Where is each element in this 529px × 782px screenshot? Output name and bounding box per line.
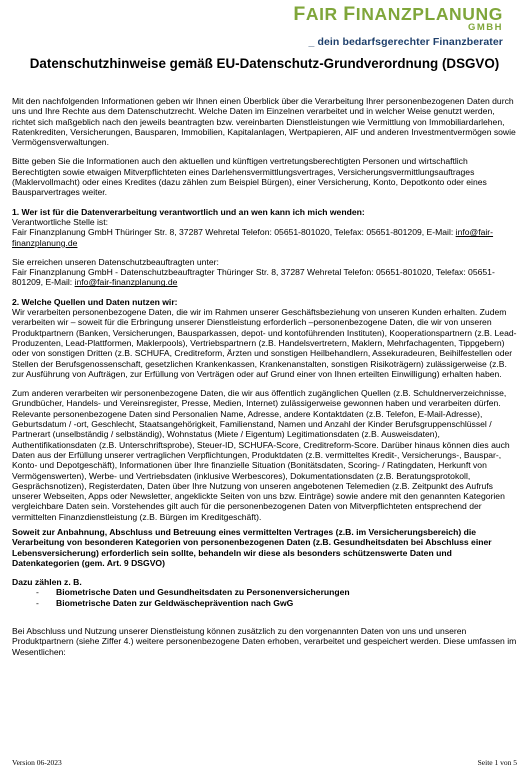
examples-list [12,577,517,608]
section-paragraph: Wir verarbeiten personenbezogene Daten, die wir im Rahmen unserer Geschäftsbeziehung von unseren Kunden erhalten. Zudem verarbeiten wir – soweit für die Erbringung unserer Dienstleistung erforderlich –personenbezogene Daten, die wir von unseren Produktpartnern (Banken, Versicherungen, Bausparkassen, depot- und kontoführenden Instituten), Kooperationspartnern (z.B. Lead-Produzenten, Lead-Plattformen, Maklerpools), Vertriebspartnern (z.B. Handelsvertretern, Maklern, Mehrfachagenten, Tippgebern) oder von sonstigen Dritten (z.B. SCHUFA, Creditreform, Ärzten und sonstigen Heilbehandlern, Assekuradeuren, Beihilfestellen oder Stellen der Berufsgenossenschaft, gesetzlichen Krankenkassen, Krankenanstalten, sonstigen Risikoträgern) zulässigerweise (z.B. zur Ausführung von Aufträgen, zur Erfüllung von Verträgen oder auf Grund einer von Ihnen erteilten Einwilligung) erhalten haben. [12,307,517,379]
list-item [36,587,517,597]
intro-paragraph: Mit den nachfolgenden Informationen geben wir Ihnen einen Überblick über die Verarbeitung Ihrer personenbezogenen Daten durch uns und Ihre Rechte aus dem Datenschutzrecht. Welche Daten im Einzelnen verarbeitet und in welcher Weise genutzt werden, richtet sich maßgeblich nach den jeweils beantragten bzw. vereinbarten Dienstleistungen wie Vermittlung von Immobiliardarlehen, Ratenkrediten, Versicherungen, Bausparen, Immobilien, Kapitalanlagen, Wertpapieren, AIF und anderen Investmentvermögen sowie Vermögensverwaltungen. [12,96,516,148]
dash-bullet: - [36,587,39,598]
dpo-address: Fair Finanzplanung GmbH - Datenschutzbeauftragter Thüringer Str. 8, 37287 Wehretal Telefon: 05651-801020, Telefax: 05651-801209, E-Mail: [12,267,495,288]
logo-letter: F [343,3,356,25]
page-number: Seite 1 von 5 [477,758,517,767]
responsible-label: Verantwortliche Stelle ist: [12,216,109,227]
bold-text: Soweit zur Anbahnung, Abschluss und Betreuung eines vermittelten Vertrages (z.B. im Versicherungsbereich) die Verarbeitung von besonderen Kategorien von personenbezogenen Daten (z.B. Gesundheitsdaten bei Abschluss einer Lebensversicherung) erforderlich sein sollte, behandeln wir diese als besonders schützenswerte Daten und Datenkategorien (gem. Art. 9 DSGVO) [12,526,492,568]
list-item-text: Biometrische Daten und Gesundheitsdaten zu Personenversicherungen [56,587,350,598]
logo-wordmark [293,5,503,23]
logo-letter: F [293,3,306,25]
dpo-email-link[interactable]: info@fair-finanzplanung.de [74,277,178,288]
logo-text: AIR [305,4,338,24]
section-heading: 2. Welche Quellen und Daten nutzen wir: [12,296,178,307]
list-heading: Dazu zählen z. B. [12,577,82,588]
logo-suffix: GMBH [467,22,503,33]
document-title: Datenschutzhinweise gemäß EU-Datenschutz-Grundverordnung (DSGVO) [29,56,500,71]
dash-bullet: - [36,597,39,608]
logo-tagline: _ dein bedarfsgerechter Finanzberater [308,36,503,48]
version-label: Version 06-2023 [12,758,62,767]
list-item-text: Biometrische Daten zur Geldwäscheprävention nach GwG [56,597,294,608]
section-paragraph [12,388,517,522]
dpo-contact [12,257,517,288]
section-text: Zum anderen verarbeiten wir personenbezogene Daten, die wir aus öffentlich zugänglichen Quellen (z.B. Schuldnerverzeichnisse, Grundbücher, Handels- und Vereinsregister, Presse, Medien, Internet) zulässigerweise gewonnen haben und verarbeiten dürfen. [12,388,507,409]
company-logo [293,5,503,48]
responsible-email-link[interactable]: info@fair-finanzplanung.de [12,227,494,248]
document-body [12,96,517,666]
logo-text: INANZPLANUNG [355,4,503,24]
list-item [36,598,517,608]
section-paragraph: Bei Abschluss und Nutzung unserer Dienstleistung können zusätzlich zu den vorgenannten Daten von uns und unseren Produktpartnern (siehe Ziffer 4.) weitere personenbezogene Daten erhoben, verarbeitet und gespeichert werden. Diese umfassen im Wesentlichen: [12,626,517,657]
dpo-label: Sie erreichen unseren Datenschutzbeauftragten unter: [12,256,219,267]
page-footer [12,758,517,767]
section-2 [12,297,517,379]
intro-paragraph: Bitte geben Sie die Informationen auch den aktuellen und künftigen vertretungsberechtigten Personen und wirtschaftlich Berechtigten sowie etwaigen Mitverpflichteten eines Darlehensvermittlungsvertrages, Versicherungsvermittlungsauftrages (Maklervollmacht) oder eines Kredites (dazu zählen zum Beispiel Bürgen), einer Versicherung, Konto, Depotkonto oder eines Bausparvertrages weiter. [12,156,487,198]
special-categories-paragraph [12,527,517,568]
responsible-address: Fair Finanzplanung GmbH Thüringer Str. 8, 37287 Wehretal Telefon: 05651-801020, Telefax: 05651-801209, E-Mail: [12,227,454,238]
section-heading: 1. Wer ist für die Datenverarbeitung verantwortlich und an wen kann ich mich wenden: [12,206,365,217]
section-text: Relevante personenbezogene Daten sind Personalien Name, Adresse, andere Kontaktdaten (z.B. Telefon, E-Mail-Adresse), Geburtsdatum / -ort, Geschlecht, Staatsangehörigkeit, Familienstand, Namen und Anzahl der Kinder Berufsgruppenschlüssel / Partnerart (unselbständig / selbständig), Wohnstatus (Miete / Eigentum) Legitimationsdaten (z.B. Ausweisdaten), Authentifikationsdaten (z.B. Unterschriftsprobe), Steuer-ID, SCHUFA-Score, Creditreform-Score. Darüber hinaus können dies auch Daten aus der Erfüllung unserer vertraglichen Verpflichtungen, Produktdaten (z.B. vermitteltes Kredit-, Versicherungs-, Bauspar-, Konto- und Depotgeschäft), Informationen über Ihre finanzielle Situation (Bonitätsdaten, Scoring- / Ratingdaten, Herkunft von Vermögenswerten), Werbe- und Vertriebsdaten (inklusive Werbescores), Dokumentationsdaten (z.B. Beratungsprotokoll, Gesprächsnotizen), Registerdaten, Daten über Ihre Nutzung von unseren angebotenen Telemedien (z.B. Zeitpunkt des Aufrufs unserer Webseiten, Apps oder Newsletter, angeklickte Seiten von uns bzw. Einträge) sowie andere mit den genannten Kategorien vergleichbare Daten sein. Vorstehendes gilt auch für die personenbezogenen Daten von Mitverpflichteten entsprechend der vermittelten Finanzdienstleistung (z.B. Bürgen im Kreditgeschäft). [12,408,510,522]
section-1 [12,207,517,248]
